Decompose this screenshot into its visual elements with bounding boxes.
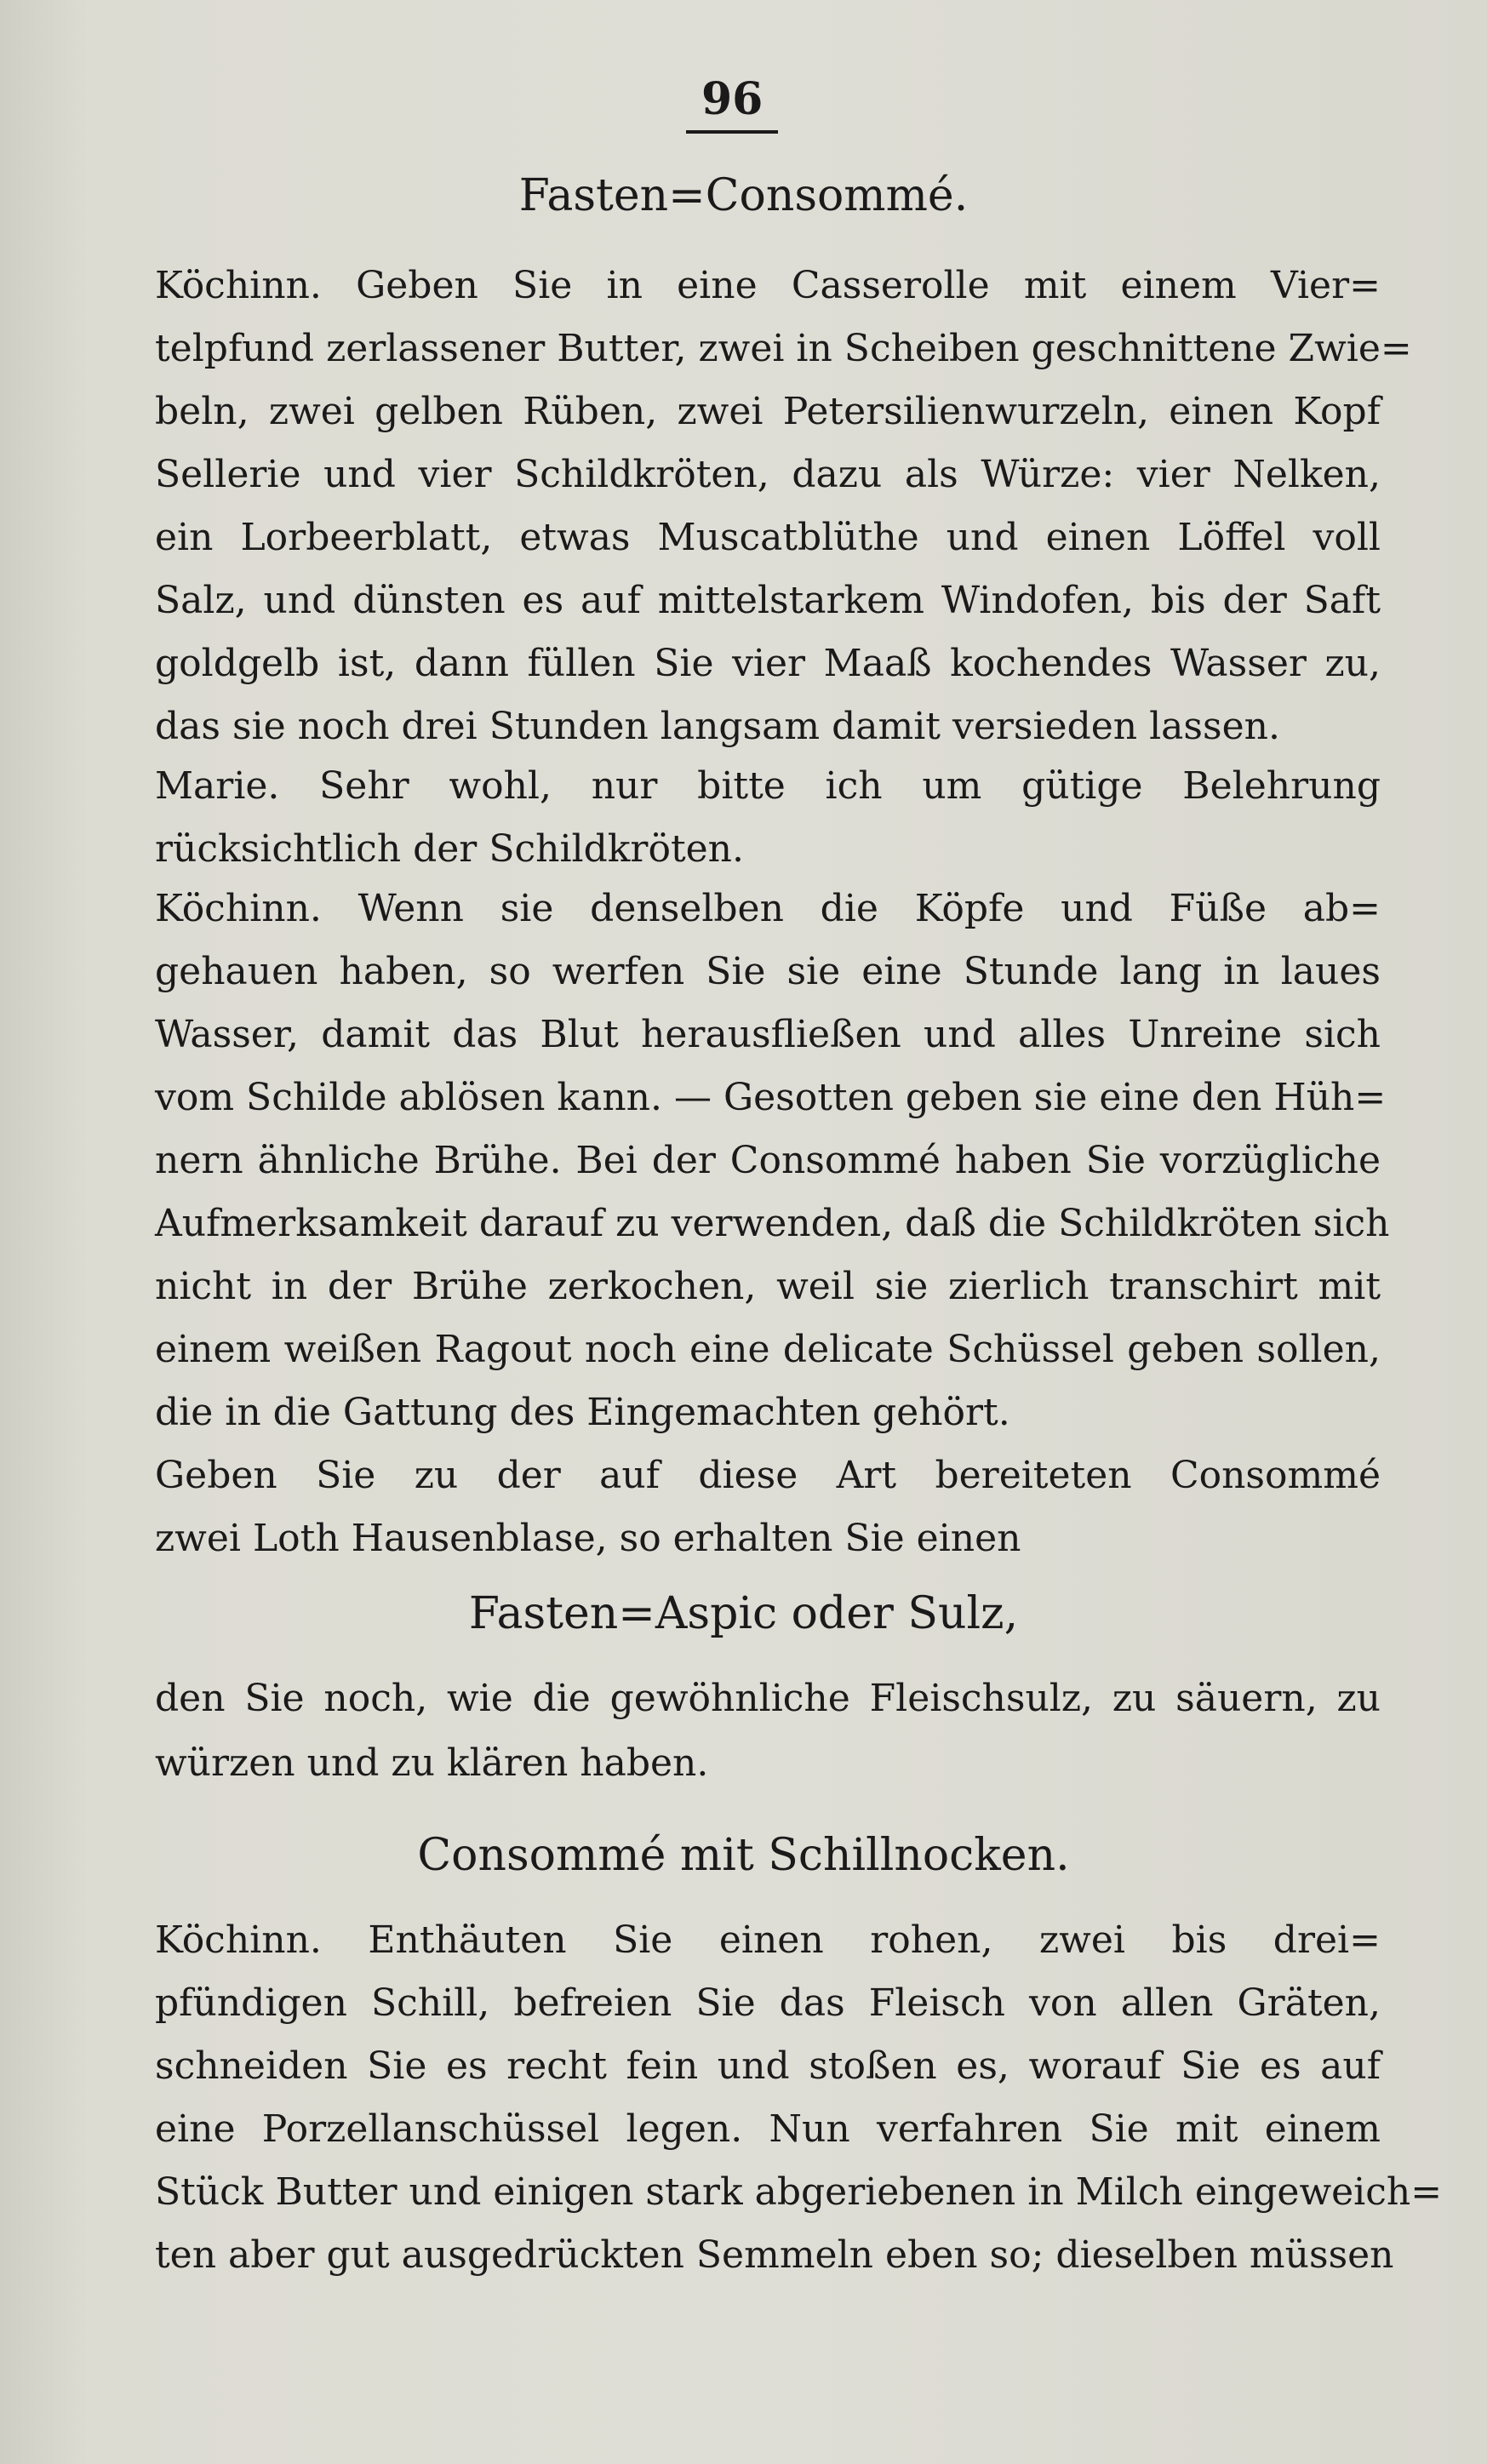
- text-line: rücksichtlich der Schildkröten.: [155, 827, 744, 871]
- text-line: telpfund zerlassener Butter, zwei in Scheiben geschnittene Zwie=: [155, 327, 1412, 370]
- text-line: Wasser, damit das Blut herausfließen und alles Unreine sich: [155, 1013, 1381, 1056]
- text-line: beln, zwei gelben Rüben, zwei Petersilienwurzeln, einen Kopf: [155, 390, 1381, 433]
- text-line: die in die Gattung des Eingemachten gehört.: [155, 1391, 1010, 1434]
- text-line: schneiden Sie es recht fein und stoßen es, worauf Sie es auf: [155, 2044, 1381, 2088]
- text-line: eine Porzellanschüssel legen. Nun verfahren Sie mit einem: [155, 2107, 1381, 2151]
- text-line: vom Schilde ablösen kann. — Gesotten geben sie eine den Hüh=: [155, 1076, 1387, 1119]
- text-line: einem weißen Ragout noch eine delicate Schüssel geben sollen,: [155, 1328, 1381, 1371]
- text-line: nicht in der Brühe zerkochen, weil sie zierlich transchirt mit: [155, 1265, 1381, 1308]
- section-heading-consomme-schillnocken: Consommé mit Schillnocken.: [417, 1830, 1070, 1881]
- text-line: nern ähnliche Brühe. Bei der Consommé haben Sie vorzügliche: [155, 1139, 1381, 1182]
- section-heading-fasten-consomme: Fasten=Consommé.: [518, 170, 969, 221]
- text-line: Köchinn. Geben Sie in eine Casserolle mit einem Vier=: [155, 264, 1381, 307]
- text-line: Sellerie und vier Schildkröten, dazu als Würze: vier Nelken,: [155, 453, 1381, 496]
- text-line: Marie. Sehr wohl, nur bitte ich um gütige Belehrung: [155, 764, 1381, 808]
- text-line: goldgelb ist, dann füllen Sie vier Maaß kochendes Wasser zu,: [155, 642, 1381, 685]
- text-line: zwei Loth Hausenblase, so erhalten Sie einen: [155, 1517, 1021, 1560]
- text-line: das sie noch drei Stunden langsam damit versieden lassen.: [155, 705, 1280, 748]
- text-line: Köchinn. Wenn sie denselben die Köpfe und Füße ab=: [155, 887, 1381, 930]
- text-line: gehauen haben, so werfen Sie sie eine Stunde lang in laues: [155, 950, 1381, 993]
- text-line: ein Lorbeerblatt, etwas Muscatblüthe und einen Löffel voll: [155, 516, 1381, 559]
- page-number: 96: [686, 73, 778, 134]
- text-line: Köchinn. Enthäuten Sie einen rohen, zwei bis drei=: [155, 1918, 1381, 1962]
- text-line: Geben Sie zu der auf diese Art bereiteten Consommé: [155, 1454, 1381, 1497]
- text-line: Aufmerksamkeit darauf zu verwenden, daß die Schildkröten sich: [155, 1202, 1390, 1245]
- text-line: pfündigen Schill, befreien Sie das Fleisch von allen Gräten,: [155, 1981, 1381, 2025]
- text-line: ten aber gut ausgedrückten Semmeln eben so; dieselben müssen: [155, 2233, 1394, 2277]
- text-line: würzen und zu klären haben.: [155, 1741, 709, 1785]
- text-line: Stück Butter und einigen stark abgeriebenen in Milch eingeweich=: [155, 2170, 1443, 2214]
- text-line: den Sie noch, wie die gewöhnliche Fleischsulz, zu säuern, zu: [155, 1677, 1381, 1720]
- text-line: Salz, und dünsten es auf mittelstarkem Windofen, bis der Saft: [155, 579, 1381, 622]
- section-heading-fasten-aspic: Fasten=Aspic oder Sulz,: [468, 1588, 1019, 1639]
